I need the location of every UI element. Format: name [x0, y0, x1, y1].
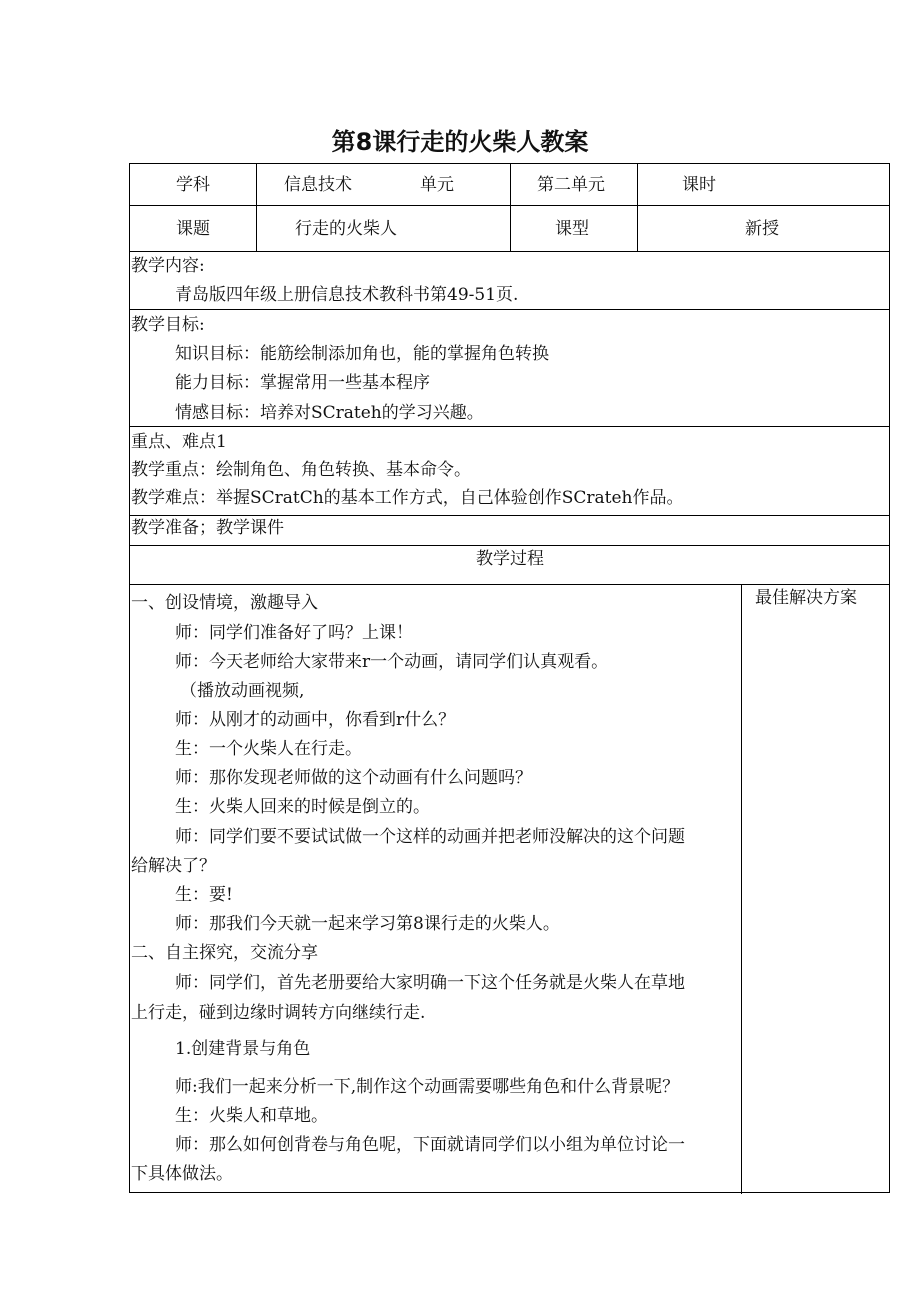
process-line: 下具体做法。	[131, 1164, 233, 1184]
hours-label: 课时	[682, 175, 716, 195]
objective-knowledge: 知识目标：能筋绘制添加角也，能的掌握角色转换	[175, 344, 549, 364]
objective-emotion: 情感目标：培养对SCrateh的学习兴趣。	[175, 403, 484, 423]
topic-value: 行走的火柴人	[295, 219, 397, 239]
process-line: 生：火柴人和草地。	[175, 1106, 328, 1126]
process-line: 1.创建背景与角色	[175, 1039, 311, 1059]
process-line: 二、自主探究，交流分享	[131, 943, 318, 963]
process-line: 师：从刚才的动画中，你看到r什么？	[175, 710, 456, 730]
row-divider	[130, 309, 889, 310]
content-text: 青岛版四年级上册信息技术教科书第49-51页.	[175, 285, 519, 305]
process-line: 师：同学们准备好了吗？上课！	[175, 623, 413, 643]
content-heading: 教学内容:	[131, 256, 205, 276]
col-divider	[510, 164, 511, 251]
process-line: 师：今天老师给大家带来r一个动画，请同学们认真观看。	[175, 652, 609, 672]
process-line: 师：那你发现老师做的这个动画有什么问题吗？	[175, 768, 532, 788]
col-divider	[256, 164, 257, 251]
process-line: 师:我们一起来分析一下,制作这个动画需要哪些角色和什么背景呢？	[175, 1077, 680, 1097]
topic-label: 课题	[176, 219, 210, 239]
process-line: （播放动画视频,	[180, 681, 305, 701]
row-divider	[130, 584, 889, 585]
process-line: 师：那么如何创背卷与角色呢，下面就请同学们以小组为单位讨论一	[175, 1135, 685, 1155]
keypoint-focus: 教学重点：绘制角色、角色转换、基本命令。	[131, 460, 471, 480]
col-divider	[637, 164, 638, 251]
document-title: 第8课行走的火柴人教案	[331, 128, 589, 156]
row-divider	[130, 426, 889, 427]
process-line: 一、创设情境，激趣导入	[131, 593, 318, 613]
col-divider	[741, 584, 742, 1194]
row-divider	[130, 515, 889, 516]
process-line: 生：一个火柴人在行走。	[175, 739, 362, 759]
row-divider	[130, 545, 889, 546]
objectives-heading: 教学目标:	[131, 315, 205, 335]
keypoint-difficulty: 教学难点：举握SCratCh的基本工作方式，自己体验创作SCrateh作品。	[131, 488, 684, 508]
best-solution-heading: 最佳解决方案	[755, 588, 857, 608]
process-line: 师：同学们要不要试试做一个这样的动画并把老师没解决的这个问题	[175, 827, 685, 847]
process-line: 师：同学们，首先老册要给大家明确一下这个任务就是火柴人在草地	[175, 973, 685, 993]
process-line: 上行走，碰到边缘时调转方向继续行走.	[131, 1003, 426, 1023]
keypoints-heading: 重点、难点1	[131, 432, 227, 452]
process-line: 生：火柴人回来的时候是倒立的。	[175, 797, 430, 817]
type-label: 课型	[555, 219, 589, 239]
unit-label: 单元	[420, 175, 454, 195]
process-heading: 教学过程	[476, 549, 544, 569]
objective-ability: 能力目标：掌握常用一些基本程序	[175, 373, 430, 393]
type-value: 新授	[745, 219, 779, 239]
unit-value: 第二单元	[537, 175, 605, 195]
process-line: 师：那我们今天就一起来学习第8课行走的火柴人。	[175, 914, 560, 934]
process-line: 生：要!	[175, 885, 233, 905]
process-line: 给解决了？	[131, 856, 216, 876]
row-divider	[130, 251, 889, 252]
teaching-prep: 教学准备；教学课件	[131, 518, 284, 538]
subject-value: 信息技术	[284, 175, 352, 195]
subject-label: 学科	[176, 175, 210, 195]
